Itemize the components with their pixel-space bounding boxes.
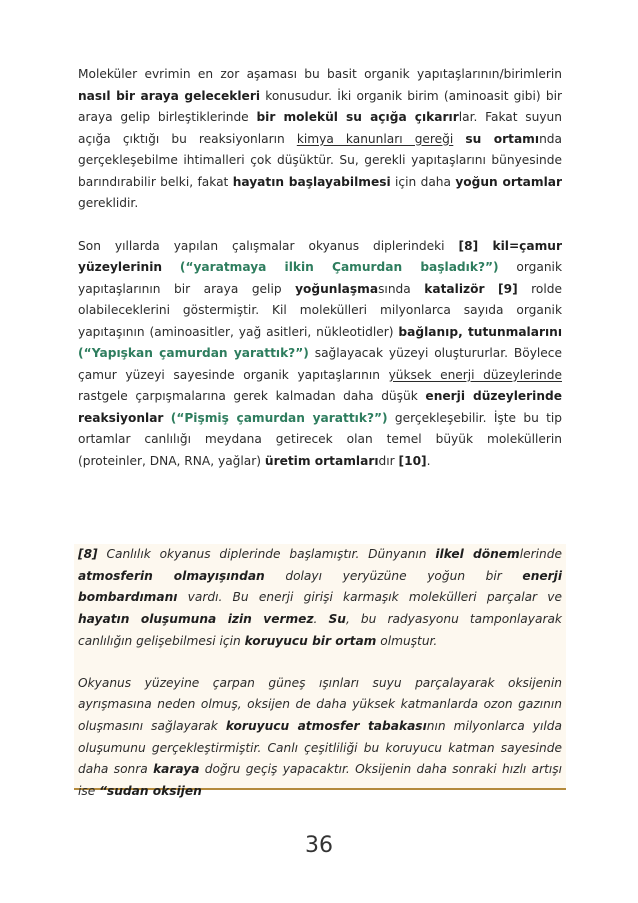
bold-text: yoğunlaşma xyxy=(295,281,379,296)
bold-text: koruyucu atmosfer tabakası xyxy=(225,718,427,733)
bold-text: “sudan oksijen xyxy=(99,784,202,799)
text xyxy=(162,260,180,274)
text: dolayı yeryüzüne yoğun bir xyxy=(264,568,523,583)
reference-marker: [10] xyxy=(398,453,427,468)
underlined-text: kimya kanunları gereği xyxy=(296,131,454,146)
bold-text: hayatın başlayabilmesi xyxy=(232,174,391,189)
text: Son yıllarda yapılan çalışmalar okyanus diplerindeki xyxy=(78,238,459,253)
bold-text: üretim ortamları xyxy=(264,453,379,468)
underlined-text: yüksek enerji düzeylerinde xyxy=(388,367,562,382)
bold-text: hayatın oluşumuna izin vermez xyxy=(78,612,314,627)
footnote-paragraph-2 xyxy=(78,673,562,803)
text: lar. Fakat suyun açığa çıktığı bu reaksiyonların xyxy=(78,110,563,146)
reference-marker: [8] xyxy=(78,547,98,561)
text: , bu radyasyonu tamponlayarak canlılığın gelişebilmesi için xyxy=(78,612,562,648)
text: nın milyonlarca yılda oluşumunu gerçekleştirmiştir. Canlı çeşitliliği bu koruyucu katman sayesinde daha sonra xyxy=(78,718,562,777)
text: rolde olabileceklerini göstermiştir. Kil molekülleri milyonlarca sayıda organik yapıtaşının (aminoasitler, yağ asitleri, nükleotidler) xyxy=(78,281,562,339)
text: sağlayacak yüzeyi oluştururlar. Böylece çamur yüzeyi sayesinde organik yapıtaşlarının xyxy=(78,346,562,382)
text: lerinde xyxy=(519,547,563,561)
bold-text: Su xyxy=(328,612,346,627)
footnote-box xyxy=(74,544,566,799)
text xyxy=(163,411,170,425)
bold-text: ilkel dönem xyxy=(435,547,520,561)
text: olmuştur. xyxy=(376,633,438,648)
bold-text: atmosferin olmayışından xyxy=(78,568,265,583)
bold-text: su ortamı xyxy=(465,131,540,146)
text: Canlılık okyanus diplerinde başlamıştır. Dünyanın xyxy=(97,547,436,561)
main-text xyxy=(78,64,562,472)
bold-text: bir molekül su açığa çıkarır xyxy=(256,110,459,124)
text: sında xyxy=(378,281,425,296)
bold-text: enerji bombardımanı xyxy=(78,568,562,605)
text: organik yapıtaşlarının bir araya gelip xyxy=(78,260,562,296)
text: Okyanus yüzeyine çarpan güneş ışınları suyu parçalayarak oksijenin ayrışmasına neden olmuş, oksijen de daha yüksek katmanlarda ozon gazının oluşmasını sağlayarak xyxy=(78,675,562,733)
paragraph-2 xyxy=(78,236,562,473)
bold-text: [8] kil=çamur yüzeylerinin xyxy=(78,238,562,274)
bold-text: koruyucu bir ortam xyxy=(244,633,377,648)
bold-text: bağlanıp, tutunmalarını xyxy=(398,324,563,339)
text xyxy=(485,282,499,296)
footnote-paragraph-1 xyxy=(78,544,562,653)
text: nda gerçekleşebilme ihtimalleri çok düşüktür. Su, gerekli yapıtaşlarını bünyesinde barındırabilir belki, fakat xyxy=(78,131,562,189)
text: konusudur. İki organik birim (aminoasit gibi) bir araya gelip birleştiklerinde xyxy=(78,88,562,124)
text: . xyxy=(426,453,431,468)
bold-text: enerji düzeylerinde reaksiyonlar xyxy=(78,389,562,425)
bold-text: katalizör xyxy=(424,281,485,296)
page-number: 36 xyxy=(305,833,333,858)
bold-text: nasıl bir araya gelecekleri xyxy=(78,88,261,103)
text: gereklidir. xyxy=(78,196,139,210)
text: Moleküler evrimin en zor aşaması bu basit organik yapıtaşlarının/birimlerin xyxy=(78,67,562,81)
text: doğru geçiş yapacaktır. Oksijenin daha sonraki hızlı artışı ise xyxy=(78,762,562,799)
reference-marker: [9] xyxy=(498,281,518,296)
bold-text: karaya xyxy=(153,762,200,777)
quote-highlight: (“yaratmaya ilkin Çamurdan başladık?”) xyxy=(179,260,499,274)
quote-highlight: (“Yapışkan çamurdan yarattık?”) xyxy=(78,346,309,360)
text: vardı. Bu enerji girişi karmaşık molekülleri parçalar ve xyxy=(177,590,562,605)
bold-text: yoğun ortamlar xyxy=(455,174,563,189)
text: . xyxy=(313,612,329,627)
text: için daha xyxy=(390,174,456,189)
paragraph-1 xyxy=(78,64,562,215)
text xyxy=(453,132,465,146)
footnote-content xyxy=(78,544,562,803)
text: rastgele çarpışmalarına gerek kalmadan daha düşük xyxy=(78,389,426,403)
text: gerçekleşebilir. İşte bu tip ortamlar canlılığı meydana getirecek olan temel büyük moleküllerin (proteinler, DNA, RNA, yağlar) xyxy=(78,410,562,468)
quote-highlight: (“Pişmiş çamurdan yarattık?”) xyxy=(170,410,388,425)
text: dır xyxy=(378,453,399,468)
